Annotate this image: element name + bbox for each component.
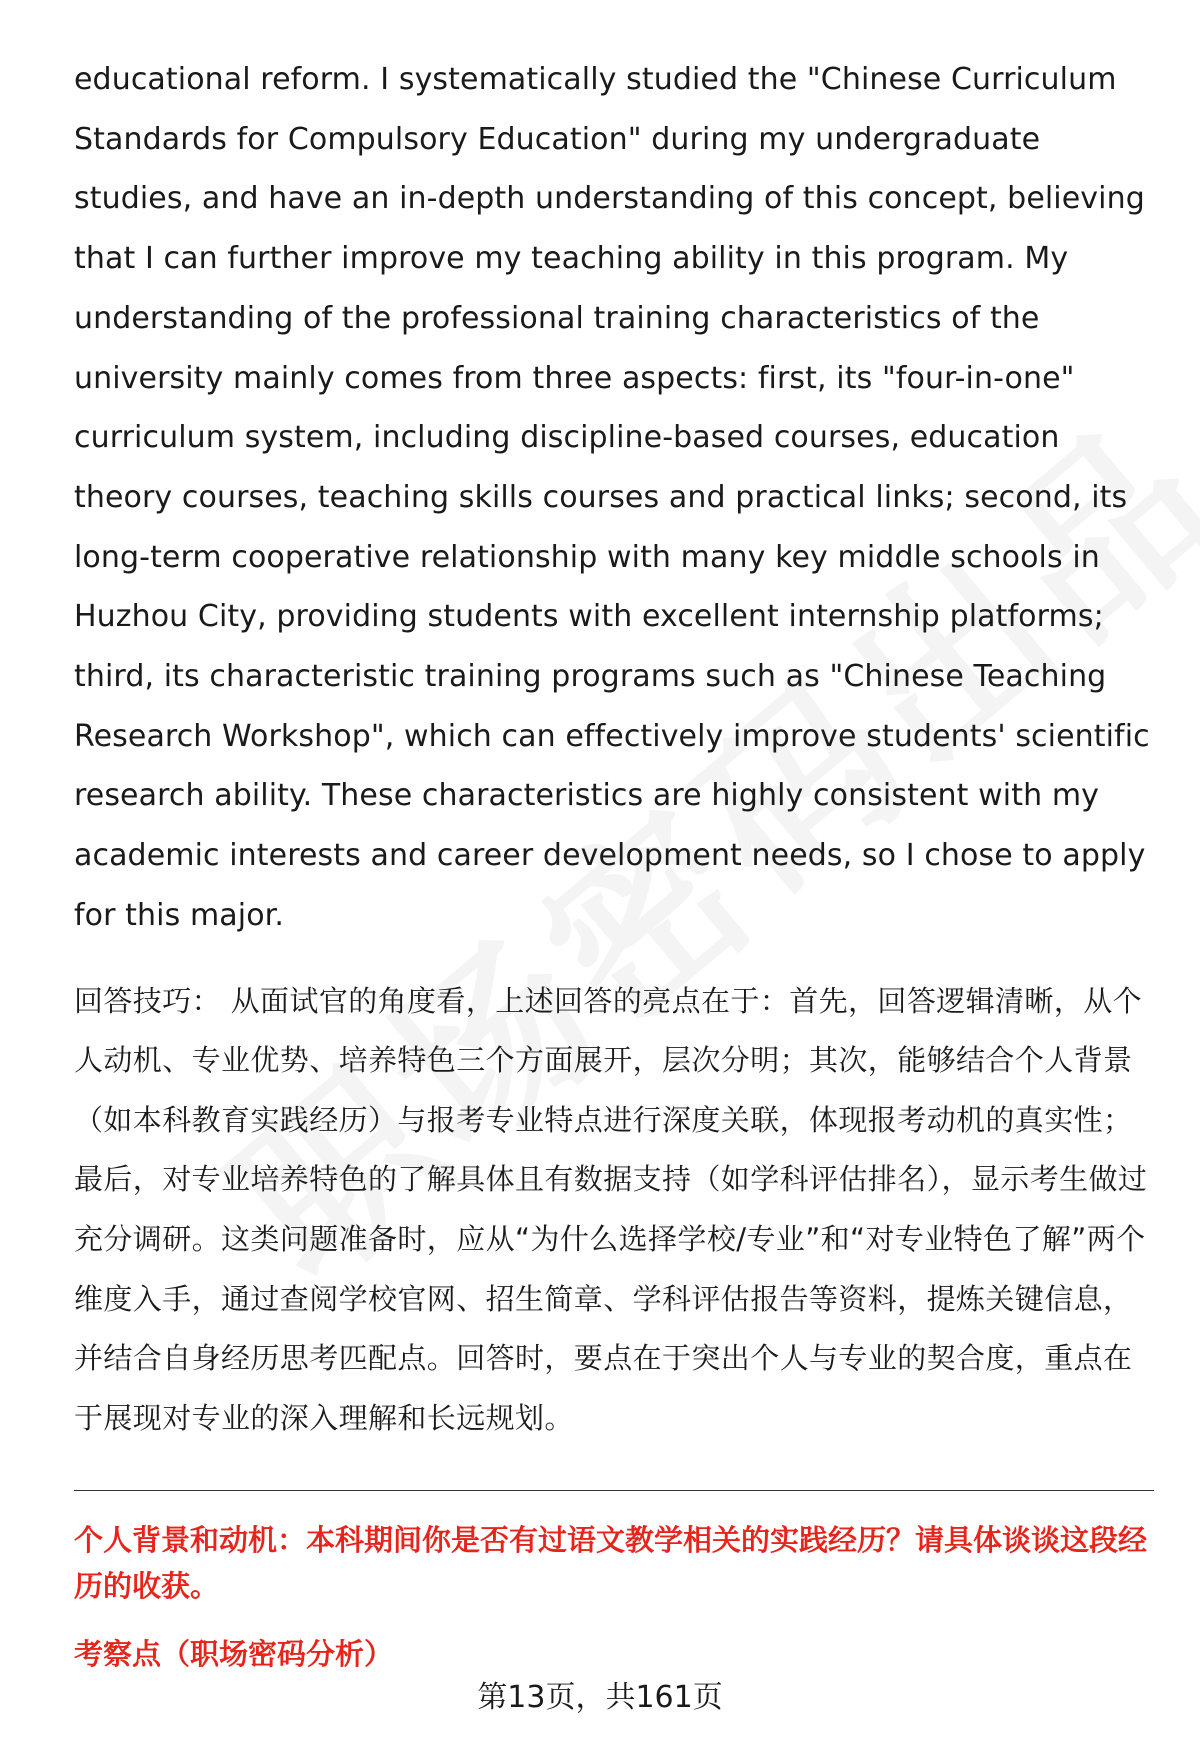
page-number: 第13页，共161页 (477, 1680, 723, 1715)
section-divider (74, 1490, 1154, 1491)
answer-tips-paragraph: 回答技巧： 从面试官的角度看，上述回答的亮点在于：首先，回答逻辑清晰，从个人动机、专业优势、培养特色三个方面展开，层次分明；其次，能够结合个人背景（如本科教育实践经历）与报考专业特点进行深度关联，体现报考动机的真实性；最后，对专业培养特色的了解具体且有数据支持（如学科评估排名），显示考生做过充分调研。这类问题准备时，应从“为什么选择学校/专业”和“对专业特色了解”两个维度入手，通过查阅学校官网、招生简章、学科评估报告等资料，提炼关键信息，并结合自身经历思考匹配点。回答时，要点在于突出个人与专业的契合度，重点在于展现对专业的深入理解和长远规划。 (74, 983, 1148, 1435)
interview-question: 个人背景和动机：本科期间你是否有过语文教学相关的实践经历？请具体谈谈这段经历的收获。 (74, 1523, 1148, 1604)
page-content (74, 50, 1154, 1677)
analysis-heading: 考察点（职场密码分析） (74, 1637, 394, 1672)
answer-paragraph: educational reform. I systematically studied the "Chinese Curriculum Standards for Compulsory Education" during my undergraduate studies, and have an in-depth understanding of this concept, believing that I can further improve my teaching ability in this program. My understanding of the professional training characteristics of the university mainly comes from three aspects: first, its "four-in-one" curriculum system, including discipline-based courses, education theory courses, teaching skills courses and practical links; second, its long-term cooperative relationship with many key middle schools in Huzhou City, providing students with excellent internship platforms; third, its characteristic training programs such as "Chinese Teaching Research Workshop", which can effectively improve students' scientific research ability. These characteristics are highly consistent with my academic interests and career development needs, so I chose to apply for this major. (74, 62, 1150, 933)
